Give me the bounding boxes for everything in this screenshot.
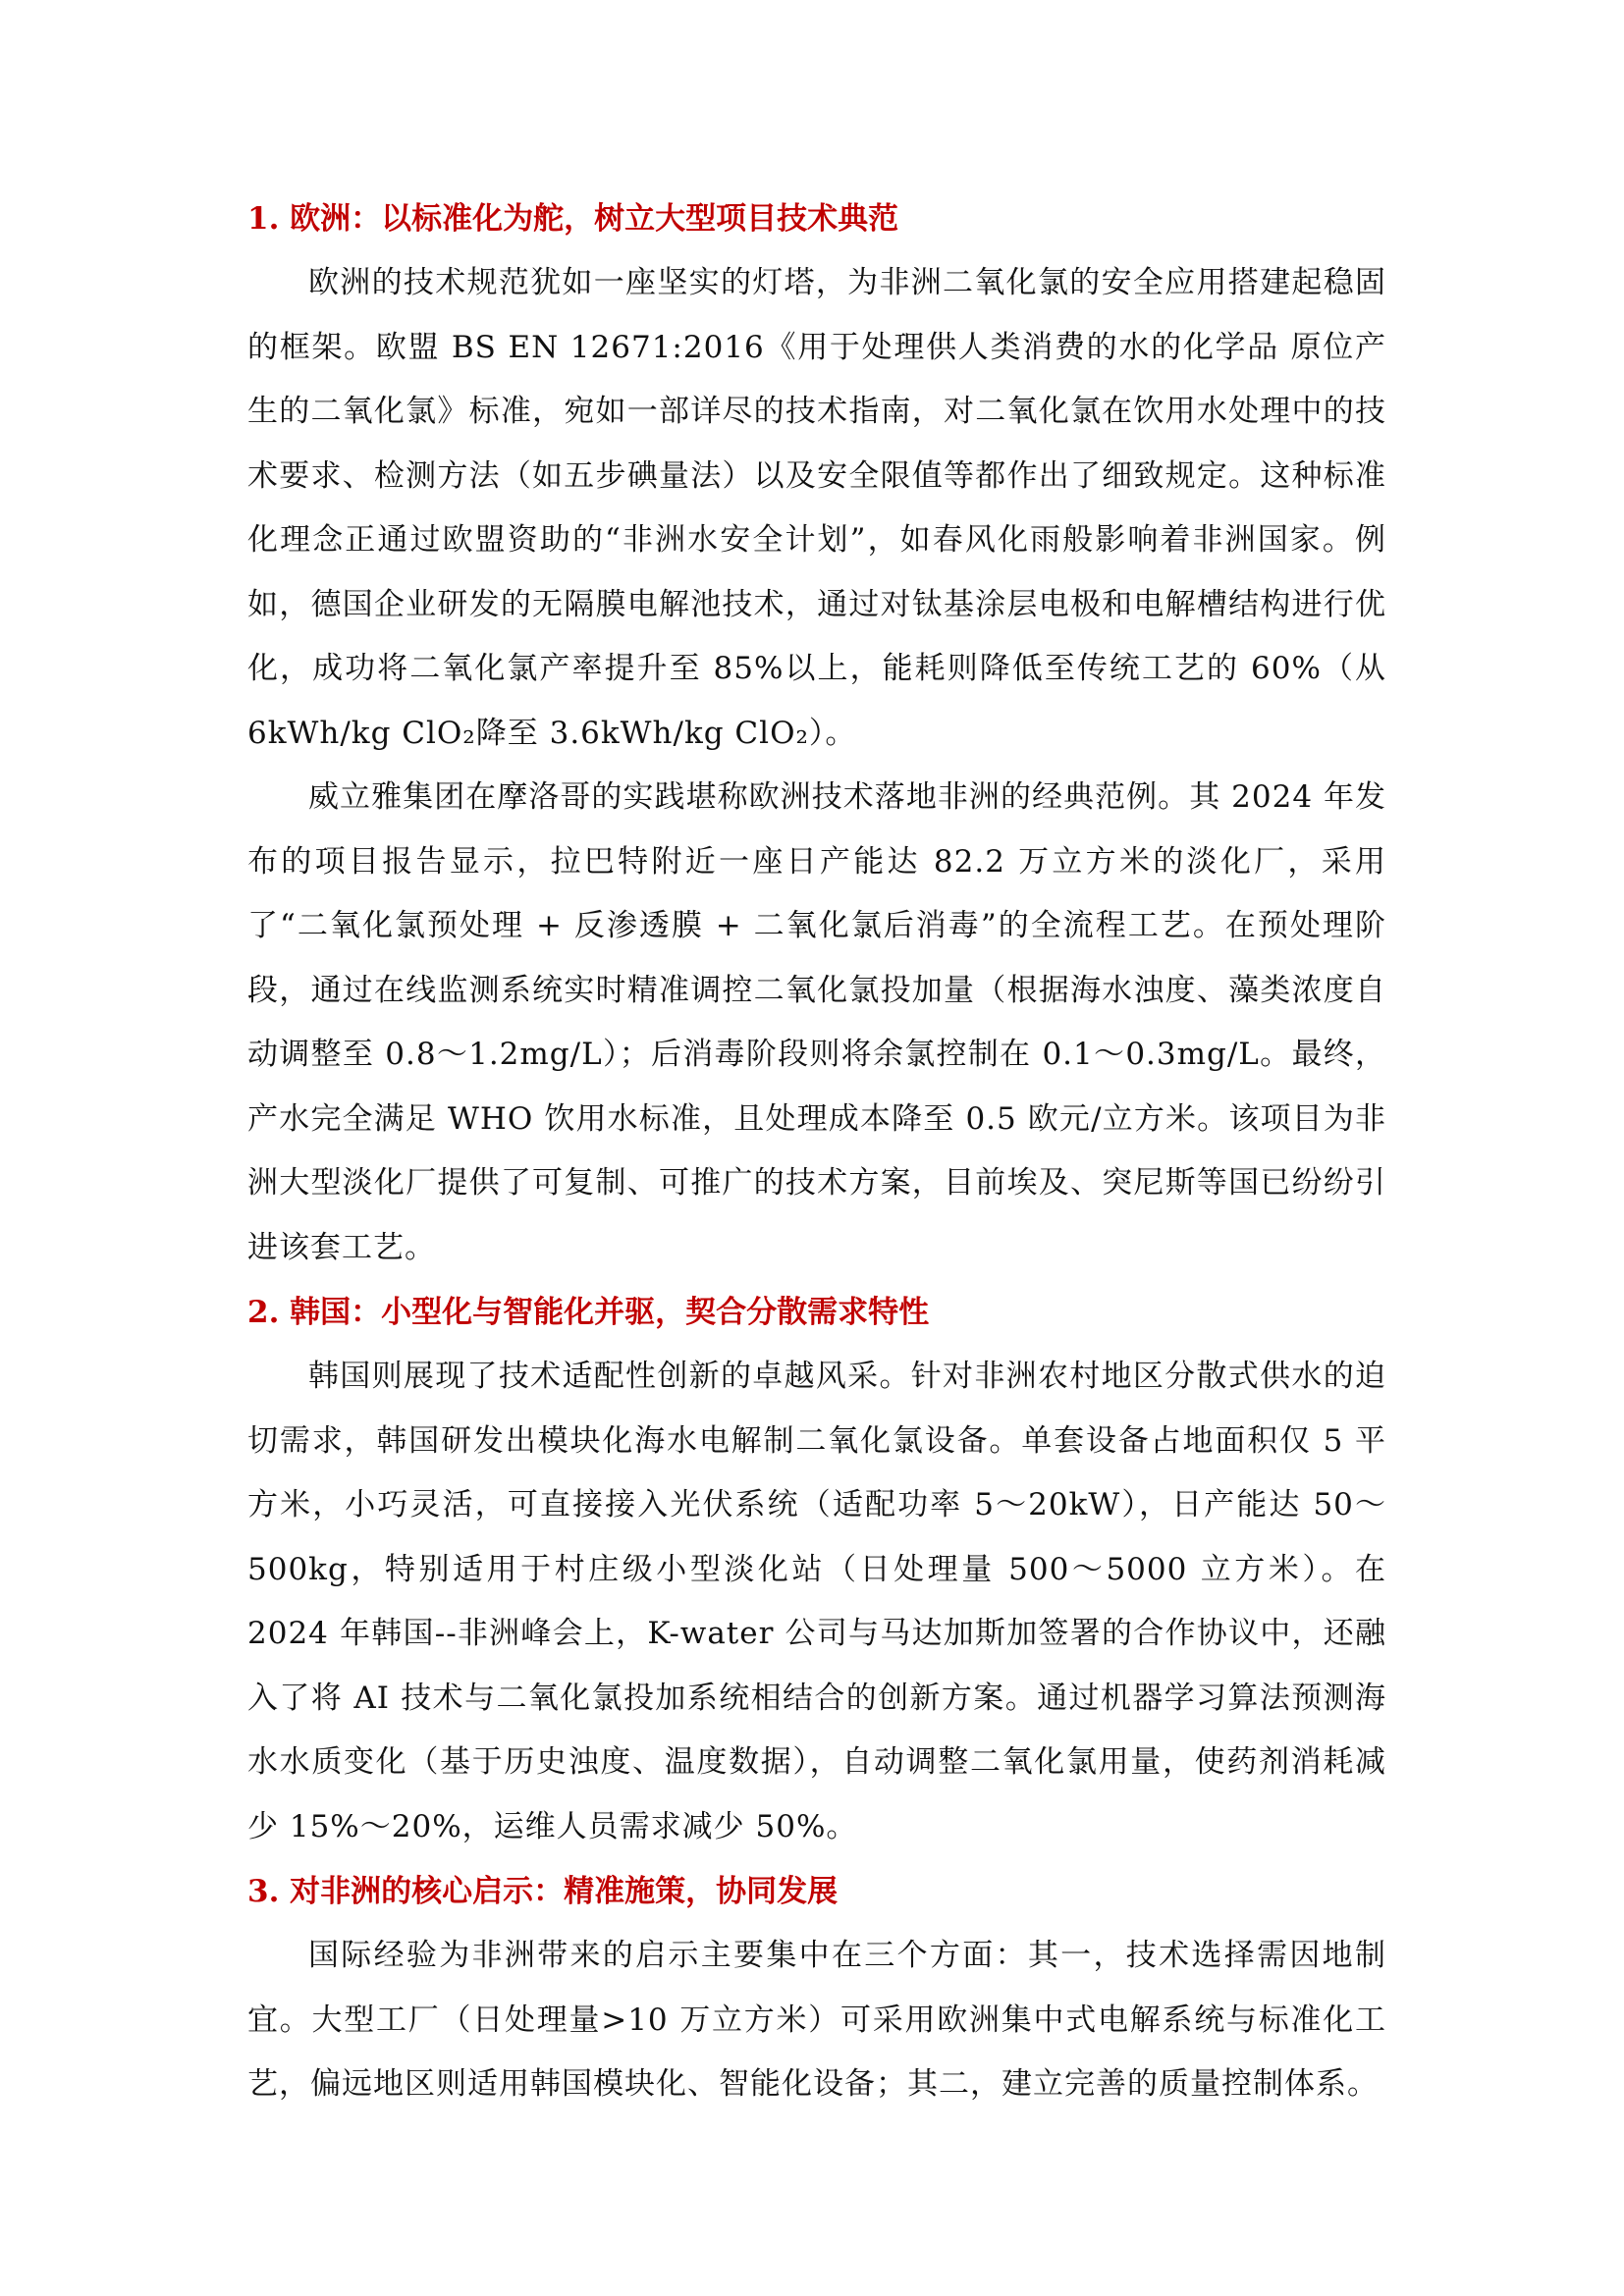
paragraph-europe-standards: 欧洲的技术规范犹如一座坚实的灯塔，为非洲二氧化氯的安全应用搭建起稳固的框架。欧盟 BS EN 12671:2016《用于处理供人类消费的水的化学品 原位产生的二氧化氯》标准，宛如一部详尽的技术指南，对二氧化氯在饮用水处理中的技术要求、检测方法（如五步碘量法）以及安全限值等都作出了细致规定。这种标准化理念正通过欧盟资助的“非洲水安全计划”，如春风化雨般影响着非洲国家。例如，德国企业研发的无隔膜电解池技术，通过对钛基涂层电极和电解槽结构进行优化，成功将二氧化氯产率提升至 85%以上，能耗则降低至传统工艺的 60%（从 6kWh/kg ClO₂降至 3.6kWh/kg ClO₂）。 [247, 265, 1386, 751]
section-heading-insights: 3. 对非洲的核心启示：精准施策，协同发展 [247, 1874, 839, 1909]
paragraph-veolia-morocco: 威立雅集团在摩洛哥的实践堪称欧洲技术落地非洲的经典范例。其 2024 年发布的项目报告显示，拉巴特附近一座日产能达 82.2 万立方米的淡化厂，采用了“二氧化氯预处理 + 反渗透膜 + 二氧化氯后消毒”的全流程工艺。在预处理阶段，通过在线监测系统实时精准调控二氧化氯投加量（根据海水浊度、藻类浓度自动调整至 0.8～1.2mg/L）；后消毒阶段则将余氯控制在 0.1～0.3mg/L。最终，产水完全满足 WHO 饮用水标准，且处理成本降至 0.5 欧元/立方米。该项目为非洲大型淡化厂提供了可复制、可推广的技术方案，目前埃及、突尼斯等国已纷纷引进该套工艺。 [247, 779, 1386, 1265]
paragraph-korea-modular: 韩国则展现了技术适配性创新的卓越风采。针对非洲农村地区分散式供水的迫切需求，韩国研发出模块化海水电解制二氧化氯设备。单套设备占地面积仅 5 平方米，小巧灵活，可直接接入光伏系统（适配功率 5～20kW），日产能达 50～500kg，特别适用于村庄级小型淡化站（日处理量 500～5000 立方米）。在 2024 年韩国--非洲峰会上，K-water 公司与马达加斯加签署的合作协议中，还融入了将 AI 技术与二氧化氯投加系统相结合的创新方案。通过机器学习算法预测海水水质变化（基于历史浊度、温度数据），自动调整二氧化氯用量，使药剂消耗减少 15%～20%，运维人员需求减少 50%。 [247, 1359, 1386, 1844]
document-page [247, 187, 1386, 2117]
section-heading-korea: 2. 韩国：小型化与智能化并驱，契合分散需求特性 [247, 1295, 930, 1330]
paragraph-insights: 国际经验为非洲带来的启示主要集中在三个方面：其一，技术选择需因地制宜。大型工厂（日处理量>10 万立方米）可采用欧洲集中式电解系统与标准化工艺，偏远地区则适用韩国模块化、智能化设备；其二，建立完善的质量控制体系。 [247, 1938, 1386, 2102]
section-heading-europe: 1. 欧洲：以标准化为舵，树立大型项目技术典范 [247, 201, 899, 237]
